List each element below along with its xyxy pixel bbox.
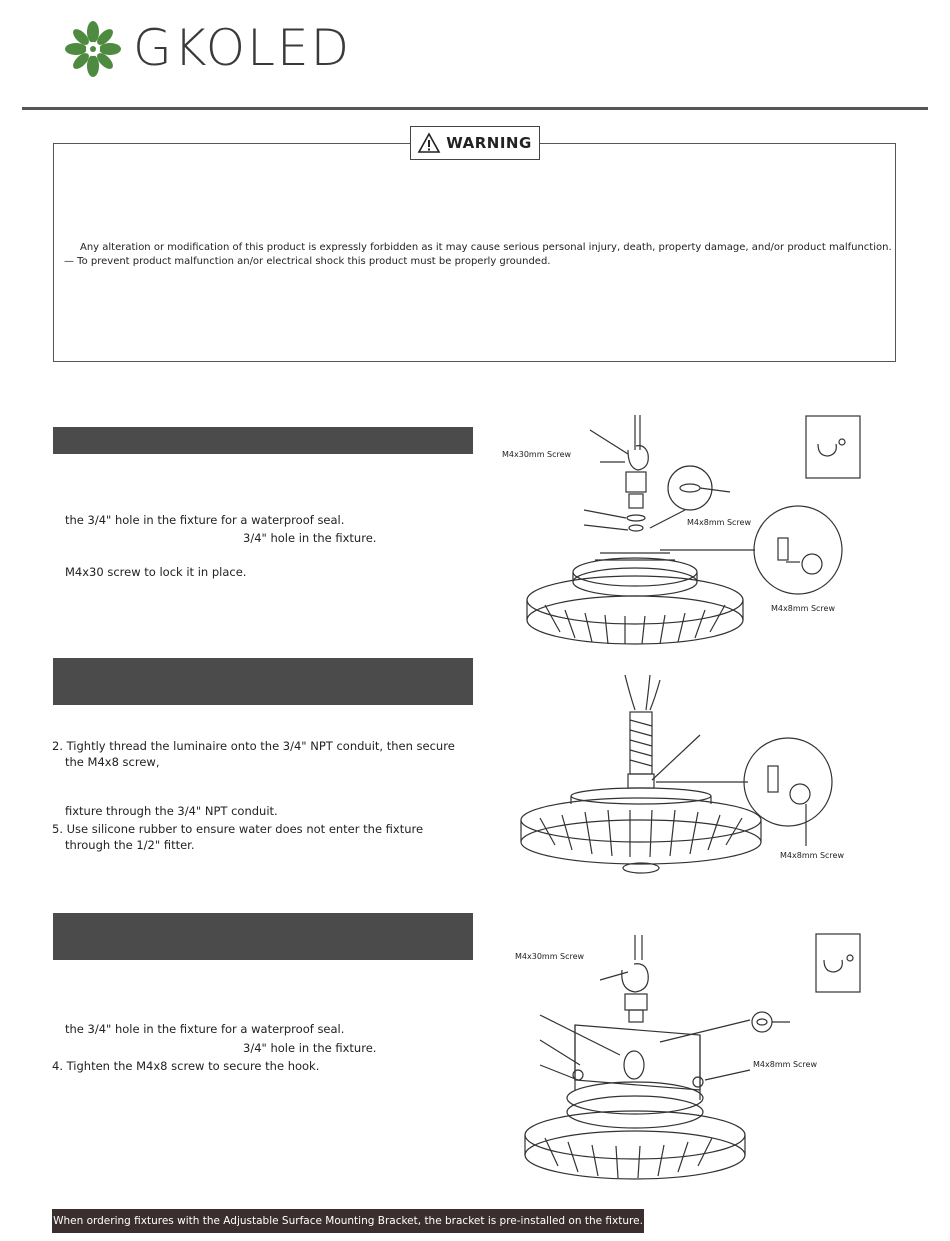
section-3-step-c: 4. Tighten the M4x8 screw to secure the hook. — [52, 1059, 320, 1073]
warning-triangle-icon — [418, 133, 440, 153]
section-3-step-b: 3/4" hole in the fixture. — [243, 1041, 377, 1055]
warning-title: WARNING — [446, 134, 532, 152]
conduit-mount-illustration — [500, 670, 880, 880]
section-1-callout-top-screw: M4x30mm Screw — [502, 450, 572, 459]
section-3-callout-side-screw: M4x8mm Screw — [753, 1060, 817, 1069]
warning-label — [410, 126, 540, 160]
section-2-header-bar — [53, 658, 473, 705]
section-2-step-e: through the 1/2" fitter. — [65, 838, 195, 852]
bracket-mount-illustration — [500, 930, 880, 1190]
section-1-callout-mid-screw: M4x8mm Screw — [687, 518, 751, 527]
hook-mount-illustration — [500, 410, 880, 650]
section-1-step-b: 3/4" hole in the fixture. — [243, 531, 377, 545]
header-divider — [22, 107, 928, 110]
brand-logo-icon — [64, 20, 122, 78]
warning-text-2: — To prevent product malfunction an/or electrical shock this product must be properly grounded. — [64, 256, 551, 267]
section-2-callout-detail-screw: M4x8mm Screw — [780, 851, 844, 860]
section-2-step-d: 5. Use silicone rubber to ensure water does not enter the fixture — [52, 822, 424, 836]
brand-name: GKOLED — [133, 19, 352, 77]
section-3-callout-top-screw: M4x30mm Screw — [515, 952, 585, 961]
section-1-step-c: M4x30 screw to lock it in place. — [65, 565, 247, 579]
section-3-step-a: the 3/4" hole in the fixture for a waterproof seal. — [65, 1022, 345, 1036]
section-2-step-b: the M4x8 screw, — [65, 755, 160, 769]
section-1-header-bar — [53, 427, 473, 454]
section-1-step-a: the 3/4" hole in the fixture for a waterproof seal. — [65, 513, 345, 527]
section-3-header-bar — [53, 913, 473, 960]
section-2-step-a: 2. Tightly thread the luminaire onto the 3/4" NPT conduit, then secure — [52, 739, 455, 753]
section-2-step-c: fixture through the 3/4" NPT conduit. — [65, 804, 278, 818]
footer-note: When ordering fixtures with the Adjustable Surface Mounting Bracket, the bracket is pre-installed on the fixture. — [52, 1209, 644, 1233]
section-1-callout-detail-screw: M4x8mm Screw — [771, 604, 835, 613]
warning-text-1: Any alteration or modification of this product is expressly forbidden as it may cause serious personal injury, death, property damage, and/or product malfunction. — [80, 242, 892, 253]
